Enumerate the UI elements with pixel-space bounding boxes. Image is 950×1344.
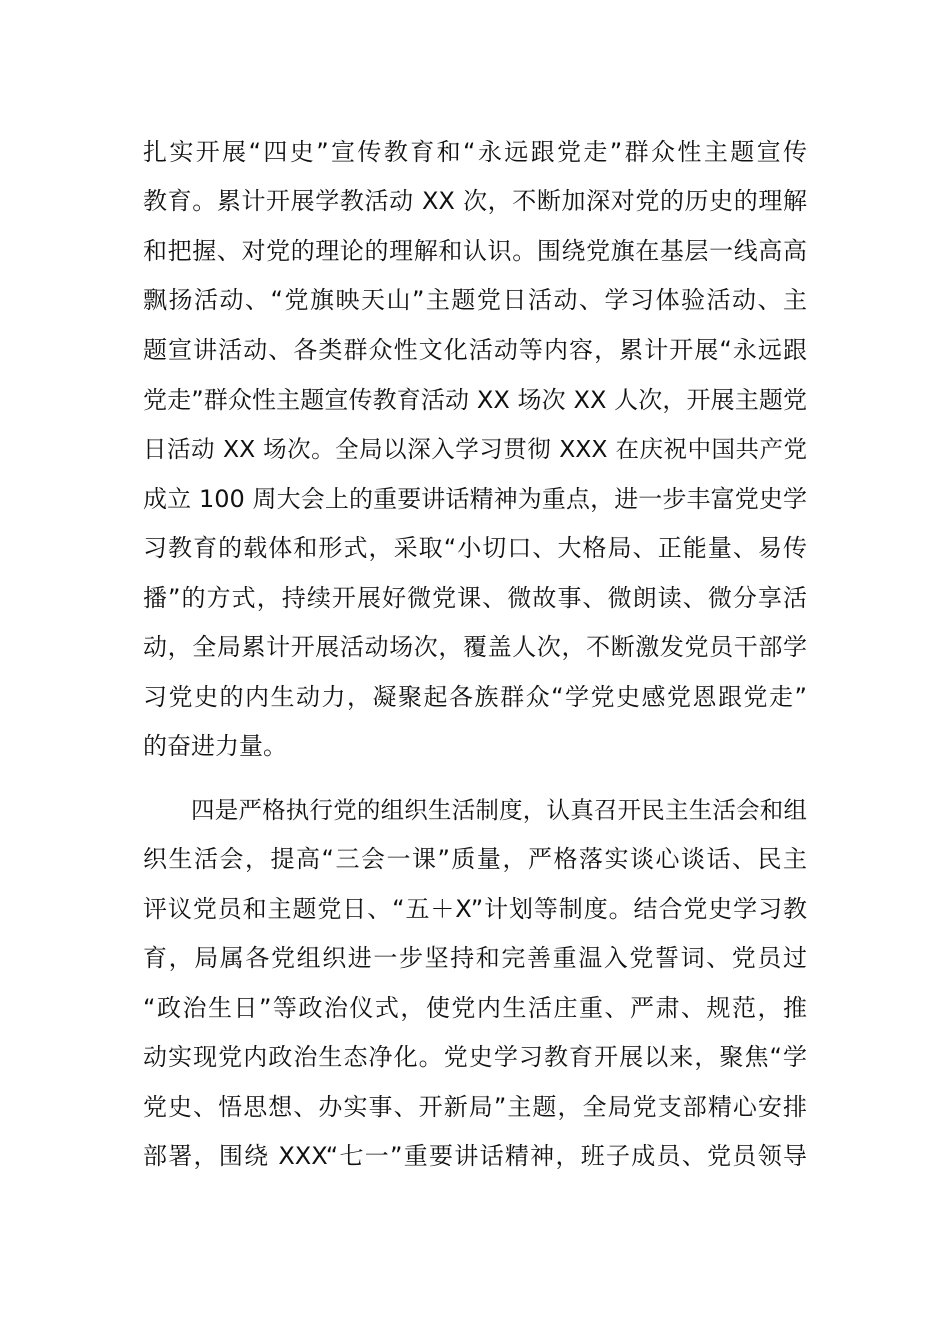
text-line: 扎实开展“四史”宣传教育和“永远跟党走”群众性主题宣传 [143, 138, 807, 166]
text-line: 评议党员和主题党日、“五＋X”计划等制度。结合党史学习教 [143, 895, 807, 923]
text-line: 成立 100 周大会上的重要讲话精神为重点，进一步丰富党史学 [143, 485, 807, 513]
text-line: 和把握、对党的理论的理解和认识。围绕党旗在基层一线高高 [143, 237, 807, 265]
text-line: 习党史的内生动力，凝聚起各族群众“学党史感党恩跟党走” [143, 683, 807, 711]
text-line: 织生活会，提高“三会一课”质量，严格落实谈心谈话、民主 [143, 845, 807, 873]
text-line: 四是严格执行党的组织生活制度，认真召开民主生活会和组 [191, 796, 807, 824]
text-line: 部署，围绕 XXX“七一”重要讲话精神，班子成员、党员领导 [143, 1142, 807, 1170]
text-line: 动，全局累计开展活动场次，覆盖人次，不断激发党员干部学 [143, 633, 807, 661]
text-line: “政治生日”等政治仪式，使党内生活庄重、严肃、规范，推 [143, 994, 807, 1022]
text-line: 习教育的载体和形式，采取“小切口、大格局、正能量、易传 [143, 534, 807, 562]
text-line: 党走”群众性主题宣传教育活动 XX 场次 XX 人次，开展主题党 [143, 386, 807, 414]
text-line: 的奋进力量。 [143, 732, 287, 760]
text-line: 动实现党内政治生态净化。党史学习教育开展以来，聚焦“学 [143, 1043, 807, 1071]
text-line: 播”的方式，持续开展好微党课、微故事、微朗读、微分享活 [143, 584, 807, 612]
text-line: 党史、悟思想、办实事、开新局”主题，全局党支部精心安排 [143, 1093, 807, 1121]
text-line: 教育。累计开展学教活动 XX 次，不断加深对党的历史的理解 [143, 187, 807, 215]
text-line: 飘扬活动、“党旗映天山”主题党日活动、学习体验活动、主 [143, 286, 807, 314]
text-line: 题宣讲活动、各类群众性文化活动等内容，累计开展“永远跟 [143, 336, 807, 364]
text-line: 育，局属各党组织进一步坚持和完善重温入党誓词、党员过 [143, 944, 807, 972]
text-line: 日活动 XX 场次。全局以深入学习贯彻 XXX 在庆祝中国共产党 [143, 435, 807, 463]
